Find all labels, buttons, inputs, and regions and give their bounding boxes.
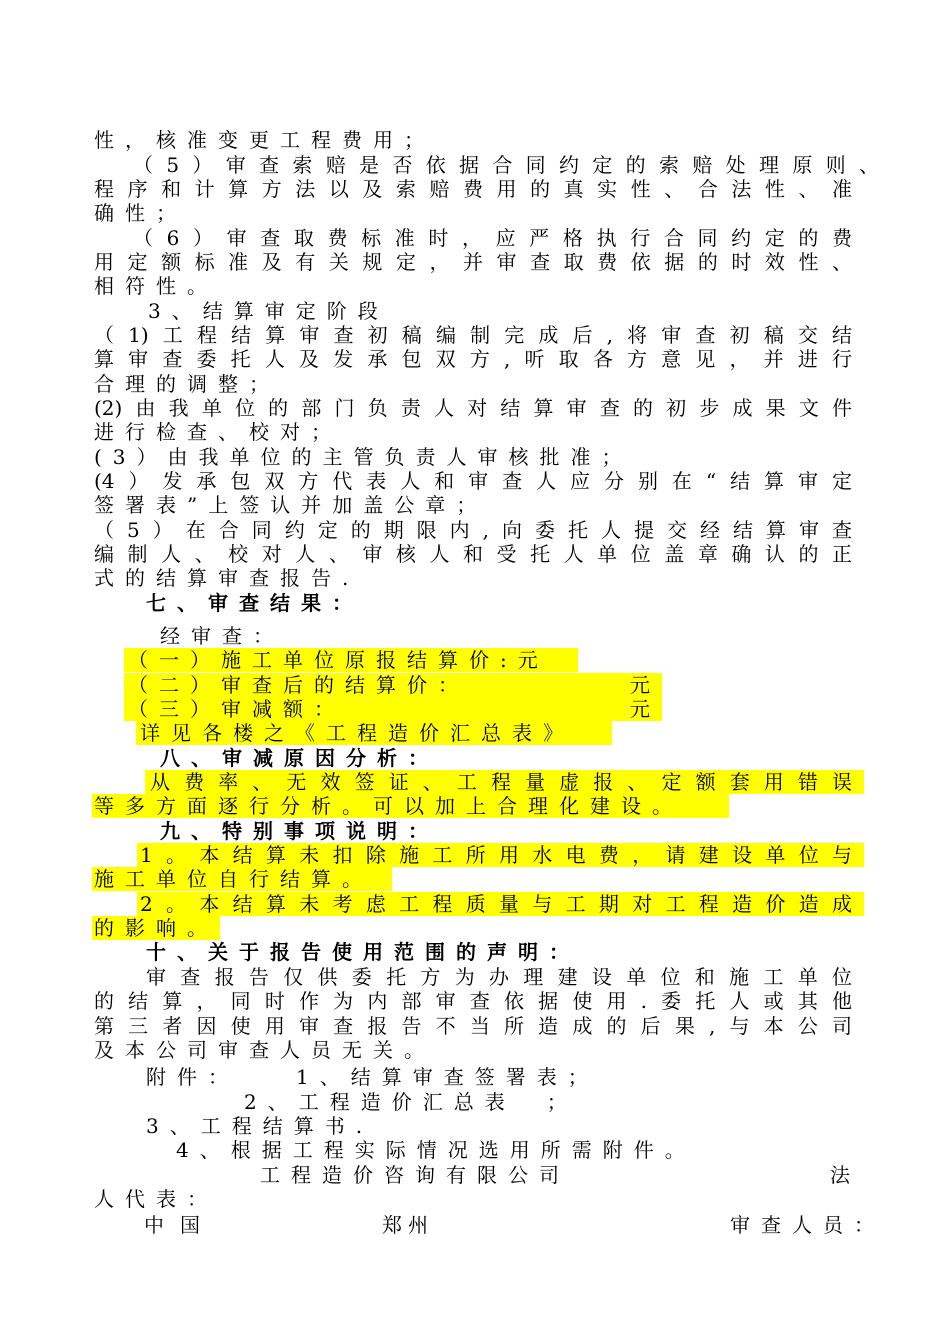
text-line: 1。本结算未扣除施工所用水电费，请建设单位与 <box>140 843 852 867</box>
stage-heading: 3、结算审定阶段 <box>148 299 389 323</box>
text-line: 程序和计算方法以及索赔费用的真实性、合法性、准 <box>94 177 852 201</box>
text-line: 算审查委托人及发承包双方,听取各方意见，并进行 <box>94 347 852 371</box>
text-line: 的结算，同时作为内部审查依据使用.委托人或其他 <box>94 989 852 1013</box>
section-title: 七、审查结果： <box>146 591 363 615</box>
text-line: 等多方面逐行分析。可以加上合理化建设。 <box>94 794 683 818</box>
text-line: 式的结算审查报告. <box>94 566 360 590</box>
attachment-item: 1、结算审查签署表； <box>296 1065 599 1089</box>
attachments-label: 附件： <box>146 1065 239 1089</box>
text-line: 性，核准变更工程费用； <box>94 128 435 152</box>
text-line: （1)工程结算审查初稿编制完成后,将审查初稿交结 <box>94 323 852 347</box>
text-line: 2。本结算未考虑工程质量与工期对工程造价造成 <box>140 892 852 916</box>
text-line: 编制人、校对人、审核人和受托人单位盖章确认的正 <box>94 542 852 566</box>
text-line: 及本公司审查人员无关。 <box>94 1038 435 1062</box>
result-item-unit: 元 <box>630 673 661 697</box>
text-line: (2)由我单位的部门负责人对结算审查的初步成果文件 <box>94 396 852 420</box>
text-line: （6）审查取费标准时，应严格执行合同约定的费 <box>133 226 852 250</box>
result-detail: 详见各楼之《工程造价汇总表》 <box>140 721 574 745</box>
section-title: 九、特别事项说明： <box>160 819 439 843</box>
text-line: 相符性。 <box>94 274 218 298</box>
text-line: 用定额标准及有关规定，并审查取费依据的时效性、 <box>94 250 852 274</box>
auditors-label: 审查人员： <box>730 1213 885 1237</box>
text-line: 审查报告仅供委托方为办理建设单位和施工单位 <box>146 965 852 989</box>
attachment-item: 4、根据工程实际情况选用所需附件。 <box>176 1138 696 1162</box>
city: 郑州 <box>382 1213 434 1237</box>
attachment-item: 2、工程造价汇总表 ； <box>244 1090 578 1114</box>
result-item-label: （二）审查后的结算价： <box>128 673 469 697</box>
text-line: （5）在合同约定的期限内,向委托人提交经结算审查 <box>94 518 852 542</box>
text-line: (4）发承包双方代表人和审查人应分别在“结算审定 <box>94 469 852 493</box>
text-line: 进行检查、校对； <box>94 420 342 444</box>
text-line: 第三者因使用审查报告不当所造成的后果,与本公司 <box>94 1014 852 1038</box>
text-line: 经审查： <box>160 624 284 648</box>
text-line: (3）由我单位的主管负责人审核批准； <box>94 445 633 469</box>
attachment-item: 3、工程结算书. <box>146 1114 374 1138</box>
result-item: （一）施工单位原报结算价:元 <box>128 648 549 672</box>
legal-rep-label: 人代表： <box>94 1187 218 1211</box>
legal-rep-label: 法 <box>830 1163 850 1187</box>
country: 中国 <box>144 1213 216 1237</box>
section-title: 八、审减原因分析： <box>160 746 439 770</box>
result-item-label: （三）审减额： <box>128 697 345 721</box>
text-line: （5）审查索赔是否依据合同约定的索赔处理原则、 <box>133 153 879 177</box>
result-item-unit: 元 <box>630 697 661 721</box>
company-name: 工程造价咨询有限公司 <box>260 1163 570 1187</box>
text-line: 确性； <box>94 201 187 225</box>
text-line: 签署表”上签认并加盖公章； <box>94 493 488 517</box>
text-line: 合理的调整； <box>94 372 280 396</box>
text-line: 从费率、无效签证、工程量虚报、定额套用错误 <box>150 770 852 794</box>
text-line: 的影响。 <box>94 916 218 940</box>
text-line: 施工单位自行结算。 <box>94 867 373 891</box>
section-title: 十、关于报告使用范围的声明： <box>146 940 580 964</box>
